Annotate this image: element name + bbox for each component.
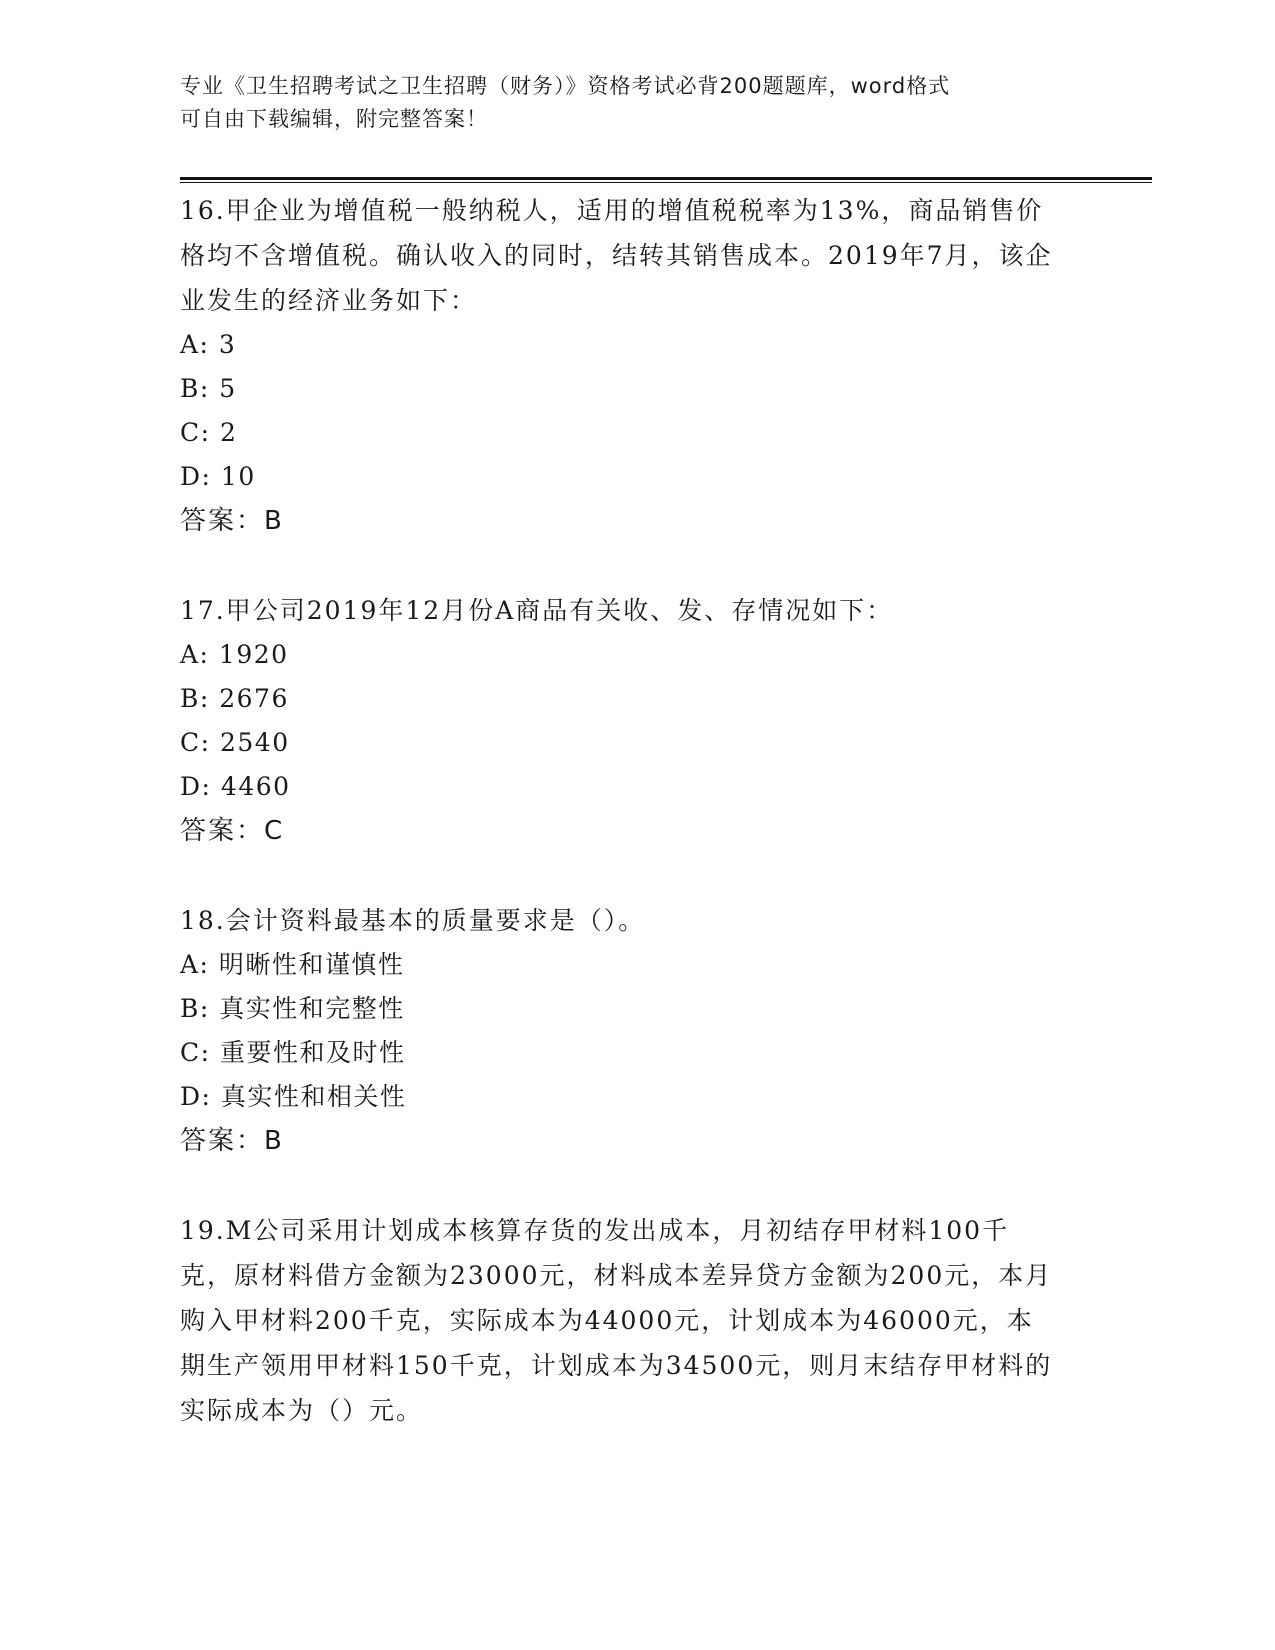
question-list <box>180 188 1060 1477</box>
question-19 <box>180 1208 1060 1433</box>
option-c: C: 重要性和及时性 <box>180 1038 406 1067</box>
document-header <box>180 70 1040 136</box>
option-c: C: 2540 <box>180 728 290 757</box>
question-stem: 18.会计资料最基本的质量要求是（）。 <box>180 906 646 935</box>
option-a: A: 3 <box>180 330 237 359</box>
option-d: D: 真实性和相关性 <box>180 1082 407 1111</box>
question-16 <box>180 188 1060 544</box>
option-b: B: 5 <box>180 374 237 403</box>
option-d: D: 10 <box>180 462 256 491</box>
header-line-2: 可自由下载编辑，附完整答案！ <box>180 107 488 131</box>
question-stem: 16.甲企业为增值税一般纳税人，适用的增值税税率为13%，商品销售价格均不含增值税。确认收入的同时，结转其销售成本。2019年7月，该企业发生的经济业务如下： <box>180 196 1053 315</box>
option-c: C: 2 <box>180 418 238 447</box>
option-a: A: 1920 <box>180 640 289 669</box>
answer: 答案：B <box>180 506 284 536</box>
question-17 <box>180 588 1060 854</box>
header-line-1: 专业《卫生招聘考试之卫生招聘（财务）》资格考试必背200题题库，word格式 <box>180 74 951 98</box>
header-divider-thin <box>180 182 1152 183</box>
question-stem: 19.M公司采用计划成本核算存货的发出成本，月初结存甲材料100千克，原材料借方金额为23000元，材料成本差异贷方金额为200元，本月购入甲材料200千克，实际成本为44000元，计划成本为46000元，本期生产领用甲材料150千克，计划成本为34500元，则月末结存甲材料的实际成本为（）元。 <box>180 1216 1053 1425</box>
header-divider-thick <box>180 177 1152 180</box>
answer: 答案：C <box>180 816 285 846</box>
option-d: D: 4460 <box>180 772 291 801</box>
question-18 <box>180 898 1060 1164</box>
question-stem: 17.甲公司2019年12月份A商品有关收、发、存情况如下： <box>180 596 894 625</box>
answer: 答案：B <box>180 1126 284 1156</box>
option-b: B: 2676 <box>180 684 289 713</box>
option-b: B: 真实性和完整性 <box>180 994 405 1023</box>
option-a: A: 明晰性和谨慎性 <box>180 950 405 979</box>
